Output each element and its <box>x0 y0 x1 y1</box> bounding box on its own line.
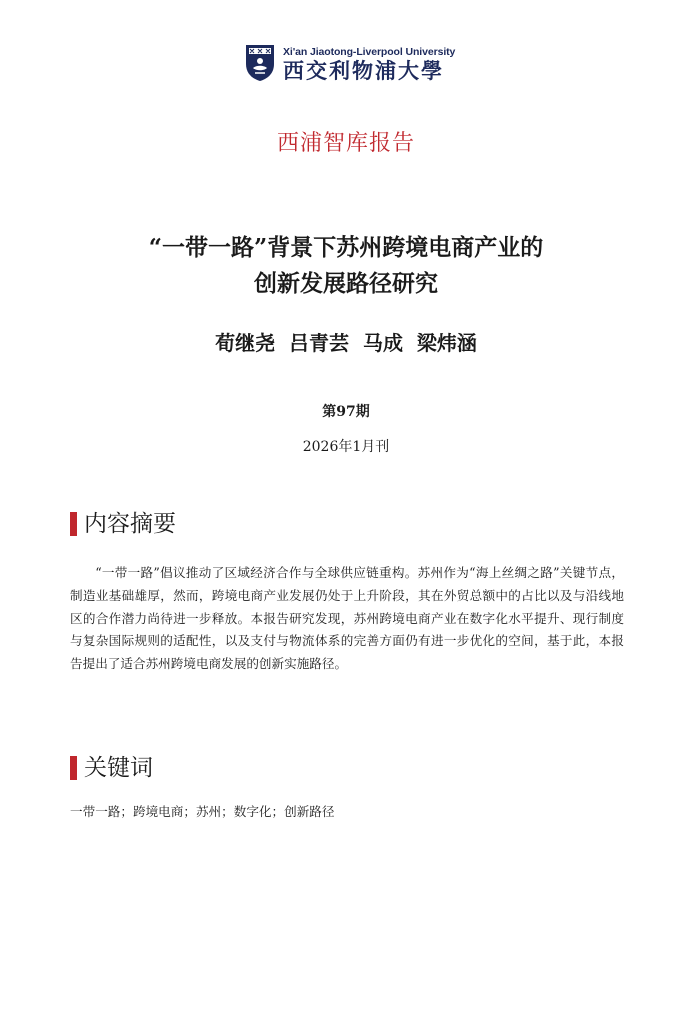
university-crest-icon <box>245 44 275 82</box>
section-marker <box>70 512 77 536</box>
report-title-line-1: “一带一路”背景下苏州跨境电商产业的 <box>148 234 544 261</box>
university-name-cn: 西交利物浦大學 <box>283 58 444 83</box>
report-title-line-2: 创新发展路径研究 <box>254 270 438 297</box>
issue-date: 2026年1月刊 <box>302 439 390 455</box>
university-name-en: Xi'an Jiaotong-Liverpool University <box>283 46 456 58</box>
section-marker <box>70 756 77 780</box>
series-title: 西浦智库报告 <box>276 131 415 156</box>
keywords-heading-label: 关键词 <box>84 755 153 781</box>
issue-number: 第97期 <box>322 404 370 420</box>
abstract-text: “一带一路”倡议推动了区域经济合作与全球供应链重构。苏州作为“海上丝绸之路”关键节点，制造业基础雄厚，然而，跨境电商产业发展仍处于上升阶段，其在外贸总额中的占比以及与沿线地区的合作潜力尚待进一步释放。本报告研究发现，苏州跨境电商产业在数字化水平提升、现行制度与复杂国际规则的适配性，以及支付与物流体系的完善方面仍有进一步优化的空间，基于此，本报告提出了适合苏州跨境电商发展的创新实施路径。 <box>70 565 624 672</box>
report-title <box>0 230 692 302</box>
keywords-heading <box>70 753 153 783</box>
abstract-heading-label: 内容摘要 <box>84 511 176 537</box>
abstract-heading <box>70 509 176 539</box>
keywords-text: 一带一路；跨境电商；苏州；数字化；创新路径 <box>70 804 335 819</box>
university-logo <box>245 44 456 86</box>
authors: 荀继尧 吕青芸 马成 梁炜涵 <box>215 331 477 355</box>
